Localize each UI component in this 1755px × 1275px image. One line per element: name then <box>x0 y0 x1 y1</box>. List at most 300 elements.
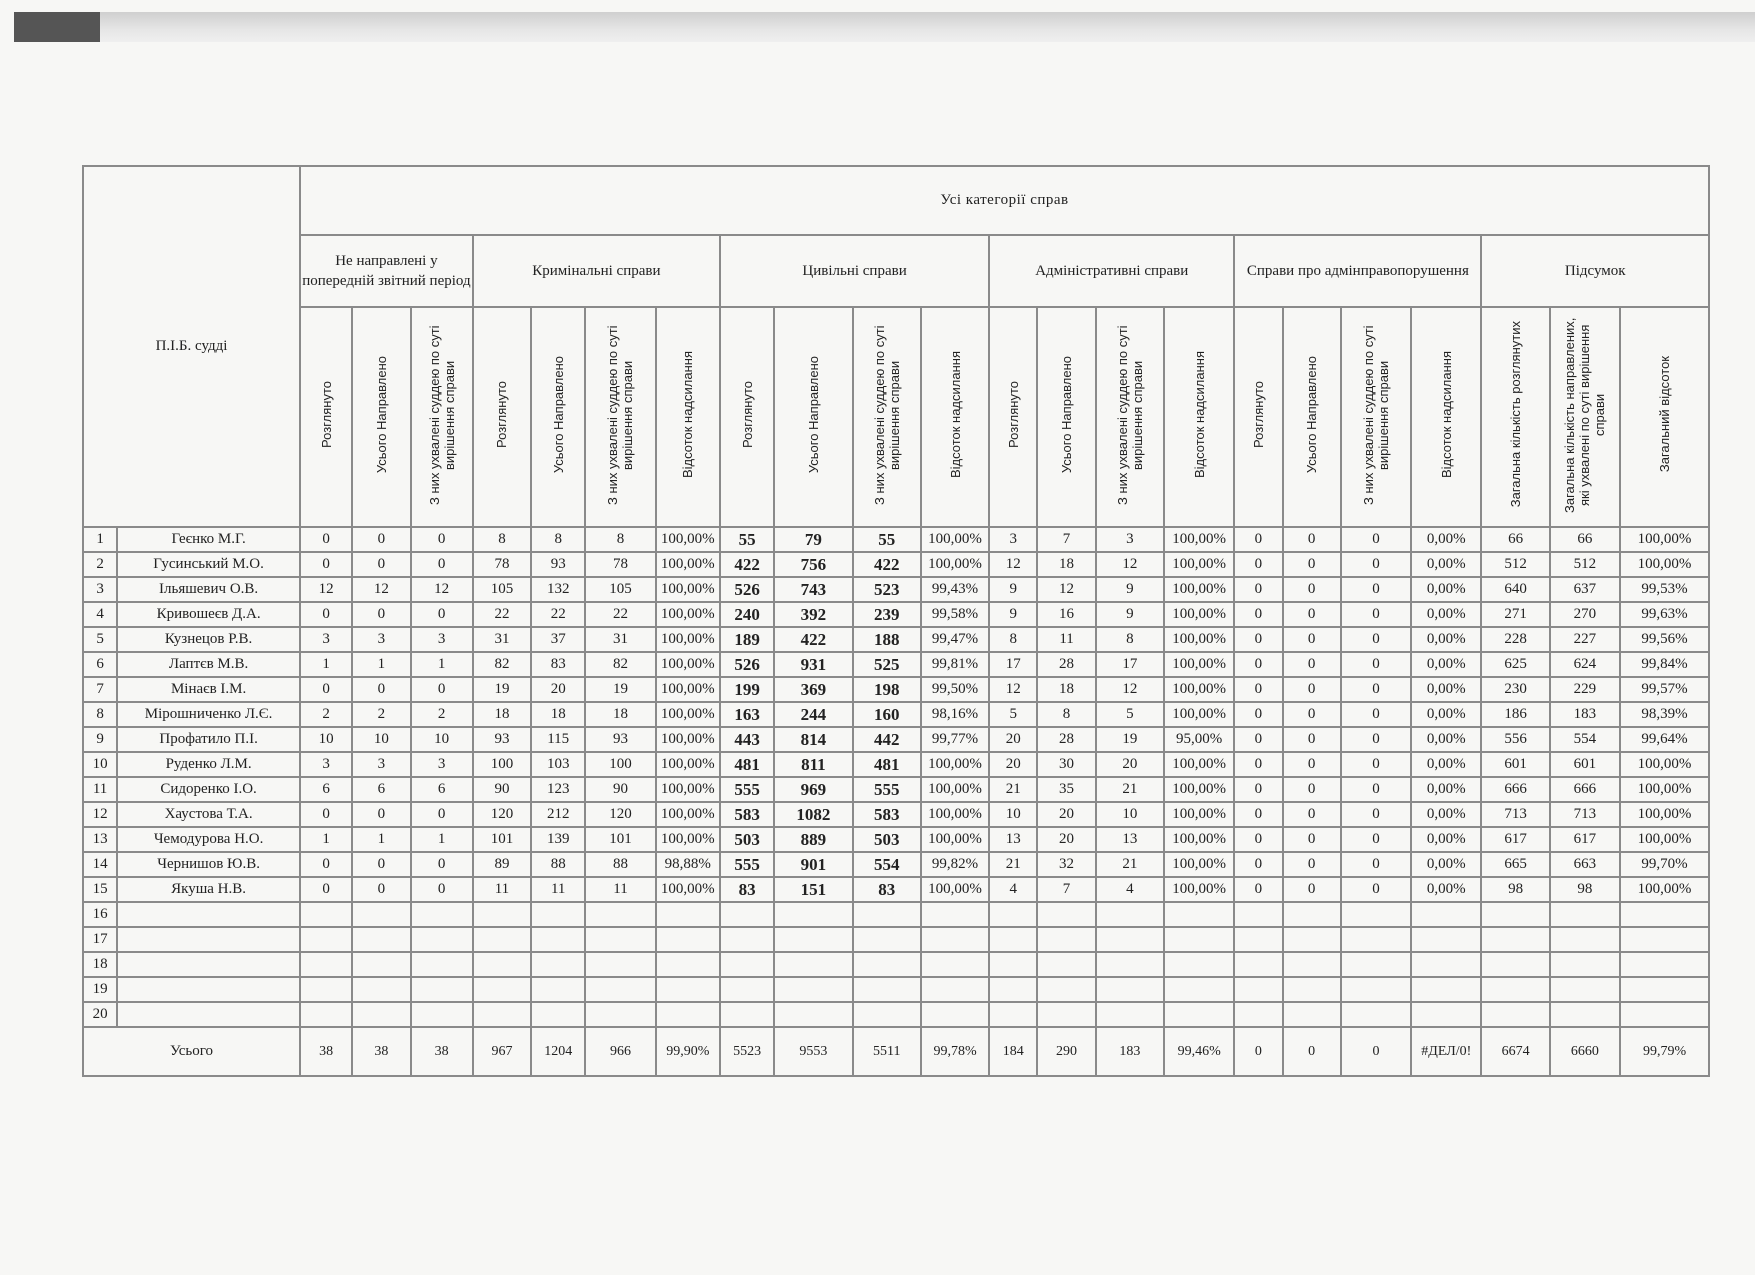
column-header-label: Розглянуто <box>1005 381 1021 448</box>
total-cell: 38 <box>411 1027 473 1076</box>
total-cell: 967 <box>473 1027 531 1076</box>
table-cell: 3 <box>352 627 410 652</box>
table-cell <box>585 1002 655 1027</box>
table-cell: 0,00% <box>1411 527 1481 552</box>
column-header <box>1164 307 1234 527</box>
table-cell: 88 <box>531 852 585 877</box>
table-cell <box>1620 902 1709 927</box>
table-cell: 3 <box>411 627 473 652</box>
table-cell: 10 <box>989 802 1037 827</box>
judge-name <box>117 952 300 977</box>
table-cell <box>720 927 774 952</box>
table-cell: 0 <box>1341 727 1411 752</box>
table-cell: 422 <box>720 552 774 577</box>
table-cell: 98,39% <box>1620 702 1709 727</box>
scan-shadow <box>14 12 1755 42</box>
table-cell: 512 <box>1481 552 1549 577</box>
table-cell: 99,43% <box>921 577 989 602</box>
row-number: 12 <box>83 802 117 827</box>
table-cell <box>656 952 720 977</box>
row-number: 18 <box>83 952 117 977</box>
table-cell <box>1234 902 1282 927</box>
table-cell: 100,00% <box>656 527 720 552</box>
table-cell: 1 <box>352 827 410 852</box>
table-cell <box>720 977 774 1002</box>
table-cell: 66 <box>1481 527 1549 552</box>
table-cell: 98 <box>1481 877 1549 902</box>
column-header <box>300 307 352 527</box>
table-cell: 78 <box>585 552 655 577</box>
table-cell: 30 <box>1037 752 1095 777</box>
table-cell: 2 <box>300 702 352 727</box>
table-cell: 0 <box>1234 752 1282 777</box>
table-cell: 100,00% <box>656 602 720 627</box>
table-cell: 3 <box>300 627 352 652</box>
table-cell: 555 <box>720 777 774 802</box>
table-cell: 0 <box>1341 627 1411 652</box>
table-cell: 21 <box>989 852 1037 877</box>
table-cell: 0 <box>1234 602 1282 627</box>
table-cell: 16 <box>1037 602 1095 627</box>
table-cell: 663 <box>1550 852 1620 877</box>
table-cell: 100,00% <box>656 552 720 577</box>
table-cell: 21 <box>1096 777 1164 802</box>
table-cell: 9 <box>1096 602 1164 627</box>
table-cell: 271 <box>1481 602 1549 627</box>
column-header <box>853 307 921 527</box>
table-cell: 32 <box>1037 852 1095 877</box>
table-row <box>83 577 1709 602</box>
table-cell: 21 <box>1096 852 1164 877</box>
table-cell: 503 <box>853 827 921 852</box>
table-cell: 0 <box>1341 577 1411 602</box>
table-cell: 13 <box>989 827 1037 852</box>
table-cell: 8 <box>531 527 585 552</box>
table-cell: 0 <box>1234 827 1282 852</box>
column-header <box>411 307 473 527</box>
column-header <box>656 307 720 527</box>
table-cell: 95,00% <box>1164 727 1234 752</box>
table-cell: 100,00% <box>1164 527 1234 552</box>
table-cell: 82 <box>585 652 655 677</box>
column-header-label: Розглянуто <box>1250 381 1266 448</box>
table-cell: 0,00% <box>1411 702 1481 727</box>
table-row <box>83 602 1709 627</box>
table-cell <box>1096 977 1164 1002</box>
table-cell <box>853 977 921 1002</box>
table-cell: 0 <box>1341 877 1411 902</box>
table-cell: 0 <box>352 602 410 627</box>
table-cell: 0 <box>1341 752 1411 777</box>
judge-name: Якуша Н.В. <box>117 877 300 902</box>
judge-name: Хаустова Т.А. <box>117 802 300 827</box>
table-cell: 0 <box>300 602 352 627</box>
table-cell: 99,58% <box>921 602 989 627</box>
judge-name <box>117 902 300 927</box>
table-cell: 100,00% <box>1620 827 1709 852</box>
table-cell: 666 <box>1481 777 1549 802</box>
table-cell: 22 <box>473 602 531 627</box>
total-label: Усього <box>83 1027 300 1076</box>
table-cell: 13 <box>1096 827 1164 852</box>
table-row <box>83 652 1709 677</box>
table-cell <box>1037 902 1095 927</box>
table-cell <box>1481 977 1549 1002</box>
table-cell: 526 <box>720 577 774 602</box>
table-cell: 442 <box>853 727 921 752</box>
table-cell: 9 <box>1096 577 1164 602</box>
table-cell: 583 <box>853 802 921 827</box>
column-header-label: Розглянуто <box>739 381 755 448</box>
total-cell: 184 <box>989 1027 1037 1076</box>
table-cell: 0 <box>411 602 473 627</box>
table-cell: 100,00% <box>921 777 989 802</box>
table-cell: 713 <box>1481 802 1549 827</box>
table-cell: 35 <box>1037 777 1095 802</box>
table-cell: 100,00% <box>1620 527 1709 552</box>
judge-name: Профатило П.І. <box>117 727 300 752</box>
table-cell: 601 <box>1550 752 1620 777</box>
table-cell: 0 <box>352 802 410 827</box>
table-cell <box>853 952 921 977</box>
table-cell: 637 <box>1550 577 1620 602</box>
table-cell <box>352 977 410 1002</box>
table-cell: 0 <box>352 552 410 577</box>
table-cell: 392 <box>774 602 852 627</box>
total-cell: 38 <box>352 1027 410 1076</box>
table-cell <box>1341 902 1411 927</box>
table-cell <box>921 927 989 952</box>
total-cell: 99,79% <box>1620 1027 1709 1076</box>
row-number: 16 <box>83 902 117 927</box>
table-cell: 525 <box>853 652 921 677</box>
table-cell: 756 <box>774 552 852 577</box>
table-cell: 3 <box>989 527 1037 552</box>
table-cell: 12 <box>989 552 1037 577</box>
table-cell: 8 <box>473 527 531 552</box>
table-cell: 189 <box>720 627 774 652</box>
column-header <box>473 307 531 527</box>
row-number: 6 <box>83 652 117 677</box>
table-cell <box>1234 1002 1282 1027</box>
table-cell: 481 <box>853 752 921 777</box>
table-cell: 0 <box>1341 552 1411 577</box>
table-cell <box>531 977 585 1002</box>
table-cell: 0 <box>1341 852 1411 877</box>
table-cell: 11 <box>1037 627 1095 652</box>
table-row <box>83 627 1709 652</box>
judge-name <box>117 1002 300 1027</box>
table-cell: 901 <box>774 852 852 877</box>
table-cell: 0 <box>1283 727 1341 752</box>
table-cell: 0 <box>1234 677 1282 702</box>
table-cell: 0 <box>1283 877 1341 902</box>
table-cell: 9 <box>989 602 1037 627</box>
judge-name: Гусинський М.О. <box>117 552 300 577</box>
table-cell: 100,00% <box>1164 852 1234 877</box>
table-cell <box>531 902 585 927</box>
table-cell <box>774 952 852 977</box>
table-cell: 3 <box>352 752 410 777</box>
table-cell: 99,57% <box>1620 677 1709 702</box>
table-cell: 0 <box>1283 552 1341 577</box>
table-cell: 1 <box>411 827 473 852</box>
table-cell: 0 <box>1234 652 1282 677</box>
table-cell: 78 <box>473 552 531 577</box>
table-cell <box>656 902 720 927</box>
table-cell <box>1341 927 1411 952</box>
table-cell: 3 <box>1096 527 1164 552</box>
table-cell: 151 <box>774 877 852 902</box>
table-cell: 55 <box>853 527 921 552</box>
table-cell: 83 <box>720 877 774 902</box>
table-cell <box>1037 927 1095 952</box>
table-cell: 100,00% <box>656 627 720 652</box>
column-header-label: Розглянуто <box>318 381 334 448</box>
table-cell: 20 <box>531 677 585 702</box>
table-cell: 28 <box>1037 727 1095 752</box>
table-cell <box>1037 977 1095 1002</box>
table-cell <box>411 952 473 977</box>
row-number: 7 <box>83 677 117 702</box>
table-cell: 239 <box>853 602 921 627</box>
table-cell <box>585 927 655 952</box>
table-cell: 555 <box>853 777 921 802</box>
table-cell: 1 <box>300 652 352 677</box>
row-number: 17 <box>83 927 117 952</box>
row-number: 13 <box>83 827 117 852</box>
table-cell <box>656 977 720 1002</box>
table-cell: 8 <box>1037 702 1095 727</box>
group-header: Цивільні справи <box>720 235 989 307</box>
column-header <box>585 307 655 527</box>
table-cell: 90 <box>473 777 531 802</box>
table-cell: 554 <box>853 852 921 877</box>
judge-name: Кривошеєв Д.А. <box>117 602 300 627</box>
column-header-label: Розглянуто <box>494 381 510 448</box>
table-cell: 227 <box>1550 627 1620 652</box>
table-cell: 20 <box>989 727 1037 752</box>
table-cell <box>1481 1002 1549 1027</box>
table-cell: 0 <box>1341 827 1411 852</box>
table-cell: 100,00% <box>656 827 720 852</box>
total-cell: 99,46% <box>1164 1027 1234 1076</box>
table-cell <box>989 1002 1037 1027</box>
table-cell: 66 <box>1550 527 1620 552</box>
table-cell <box>1283 927 1341 952</box>
row-number: 11 <box>83 777 117 802</box>
table-cell <box>1411 952 1481 977</box>
table-cell <box>531 952 585 977</box>
table-cell: 100,00% <box>656 677 720 702</box>
table-cell: 0 <box>300 527 352 552</box>
table-cell: 18 <box>1037 552 1095 577</box>
column-header <box>1550 307 1620 527</box>
table-cell: 186 <box>1481 702 1549 727</box>
table-cell <box>1234 952 1282 977</box>
table-row <box>83 727 1709 752</box>
column-header <box>1341 307 1411 527</box>
table-cell: 100,00% <box>1164 827 1234 852</box>
judge-name: Лаптєв М.В. <box>117 652 300 677</box>
column-header-label: Відсоток надсилання <box>680 350 696 479</box>
table-cell: 0 <box>300 802 352 827</box>
table-cell: 123 <box>531 777 585 802</box>
table-cell: 12 <box>1096 552 1164 577</box>
table-cell: 0,00% <box>1411 602 1481 627</box>
column-header-label: Усього Направлено <box>373 355 389 474</box>
table-cell: 93 <box>473 727 531 752</box>
table-cell: 100,00% <box>656 577 720 602</box>
table-cell: 99,84% <box>1620 652 1709 677</box>
table-cell <box>1550 927 1620 952</box>
table-cell: 100,00% <box>1164 577 1234 602</box>
table-cell: 100,00% <box>656 652 720 677</box>
table-row <box>83 677 1709 702</box>
total-cell: 5523 <box>720 1027 774 1076</box>
table-cell: 0 <box>411 677 473 702</box>
column-header-label: З них ухвалені суддею по суті вирішення справи <box>426 324 457 505</box>
table-cell: 270 <box>1550 602 1620 627</box>
table-cell <box>1164 977 1234 1002</box>
total-cell: 0 <box>1341 1027 1411 1076</box>
table-cell: 31 <box>473 627 531 652</box>
table-cell: 0 <box>1234 802 1282 827</box>
table-cell: 10 <box>352 727 410 752</box>
table-cell: 82 <box>473 652 531 677</box>
table-cell: 7 <box>1037 877 1095 902</box>
table-cell: 10 <box>300 727 352 752</box>
column-header <box>1234 307 1282 527</box>
table-cell: 0 <box>1234 777 1282 802</box>
table-cell <box>585 902 655 927</box>
table-cell: 100,00% <box>921 552 989 577</box>
table-cell: 244 <box>774 702 852 727</box>
table-cell <box>1234 977 1282 1002</box>
table-cell: 198 <box>853 677 921 702</box>
table-cell <box>1341 1002 1411 1027</box>
table-cell <box>1283 902 1341 927</box>
table-cell <box>1234 927 1282 952</box>
table-cell <box>300 977 352 1002</box>
column-header-label: Відсоток надсилання <box>1191 350 1207 479</box>
judge-name: Чемодурова Н.О. <box>117 827 300 852</box>
table-cell: 0 <box>1283 527 1341 552</box>
table-cell: 0 <box>1341 702 1411 727</box>
table-cell: 100,00% <box>1164 627 1234 652</box>
table-cell: 37 <box>531 627 585 652</box>
column-header <box>1096 307 1164 527</box>
table-cell <box>1164 902 1234 927</box>
table-cell: 640 <box>1481 577 1549 602</box>
table-cell: 31 <box>585 627 655 652</box>
table-cell: 665 <box>1481 852 1549 877</box>
table-cell: 0 <box>411 852 473 877</box>
table-cell: 100,00% <box>921 527 989 552</box>
table-cell <box>1620 977 1709 1002</box>
total-cell: #ДЕЛ/0! <box>1411 1027 1481 1076</box>
table-cell: 1 <box>300 827 352 852</box>
table-cell: 1 <box>411 652 473 677</box>
table-cell: 98,16% <box>921 702 989 727</box>
table-cell <box>1620 1002 1709 1027</box>
table-cell: 0 <box>1283 627 1341 652</box>
column-header <box>921 307 989 527</box>
total-cell: 1204 <box>531 1027 585 1076</box>
total-cell: 99,90% <box>656 1027 720 1076</box>
table-cell: 0 <box>1283 577 1341 602</box>
table-row <box>83 702 1709 727</box>
table-cell: 526 <box>720 652 774 677</box>
table-cell <box>720 1002 774 1027</box>
table-cell: 100,00% <box>1620 777 1709 802</box>
table-cell: 556 <box>1481 727 1549 752</box>
table-cell: 10 <box>1096 802 1164 827</box>
table-cell: 0 <box>1283 602 1341 627</box>
table-cell <box>473 1002 531 1027</box>
table-cell <box>989 927 1037 952</box>
table-row <box>83 852 1709 877</box>
column-header-label: Усього Направлено <box>1059 355 1075 474</box>
total-cell: 9553 <box>774 1027 852 1076</box>
table-cell: 115 <box>531 727 585 752</box>
table-cell <box>411 902 473 927</box>
table-cell <box>473 927 531 952</box>
total-cell: 6660 <box>1550 1027 1620 1076</box>
table-cell: 20 <box>1037 827 1095 852</box>
table-cell: 0 <box>1234 627 1282 652</box>
column-header <box>720 307 774 527</box>
row-number: 19 <box>83 977 117 1002</box>
table-cell: 11 <box>585 877 655 902</box>
table-cell: 12 <box>352 577 410 602</box>
table-cell: 105 <box>473 577 531 602</box>
column-header-label: З них ухвалені суддею по суті вирішення справи <box>1114 324 1145 505</box>
table-cell <box>1164 952 1234 977</box>
table-cell: 18 <box>1037 677 1095 702</box>
table-cell: 6 <box>300 777 352 802</box>
group-header: Не направлені у попередній звітний період <box>300 235 473 307</box>
table-cell: 98,88% <box>656 852 720 877</box>
table-cell: 228 <box>1481 627 1549 652</box>
table-cell: 0 <box>352 852 410 877</box>
table-cell: 100,00% <box>1164 677 1234 702</box>
table-cell <box>1096 952 1164 977</box>
table-cell <box>1411 902 1481 927</box>
table-cell <box>411 977 473 1002</box>
table-cell: 9 <box>989 577 1037 602</box>
column-header-label: Загальна кількість направлених, які ухвалені по суті вирішення справи <box>1562 316 1608 513</box>
table-cell: 0 <box>411 552 473 577</box>
table-cell <box>352 902 410 927</box>
total-cell: 0 <box>1283 1027 1341 1076</box>
table-cell: 601 <box>1481 752 1549 777</box>
column-header-label: Загальна кількість розглянутих <box>1508 321 1524 508</box>
table-cell: 105 <box>585 577 655 602</box>
table-cell: 0 <box>300 552 352 577</box>
table-cell: 93 <box>531 552 585 577</box>
column-header-label: Усього Направлено <box>805 355 821 474</box>
table-cell: 100 <box>585 752 655 777</box>
table-cell: 100,00% <box>921 877 989 902</box>
table-cell <box>853 927 921 952</box>
table-cell <box>1037 952 1095 977</box>
table-cell: 8 <box>989 627 1037 652</box>
table-cell: 0 <box>1234 552 1282 577</box>
table-cell <box>1341 977 1411 1002</box>
table-cell: 55 <box>720 527 774 552</box>
table-cell <box>585 977 655 1002</box>
